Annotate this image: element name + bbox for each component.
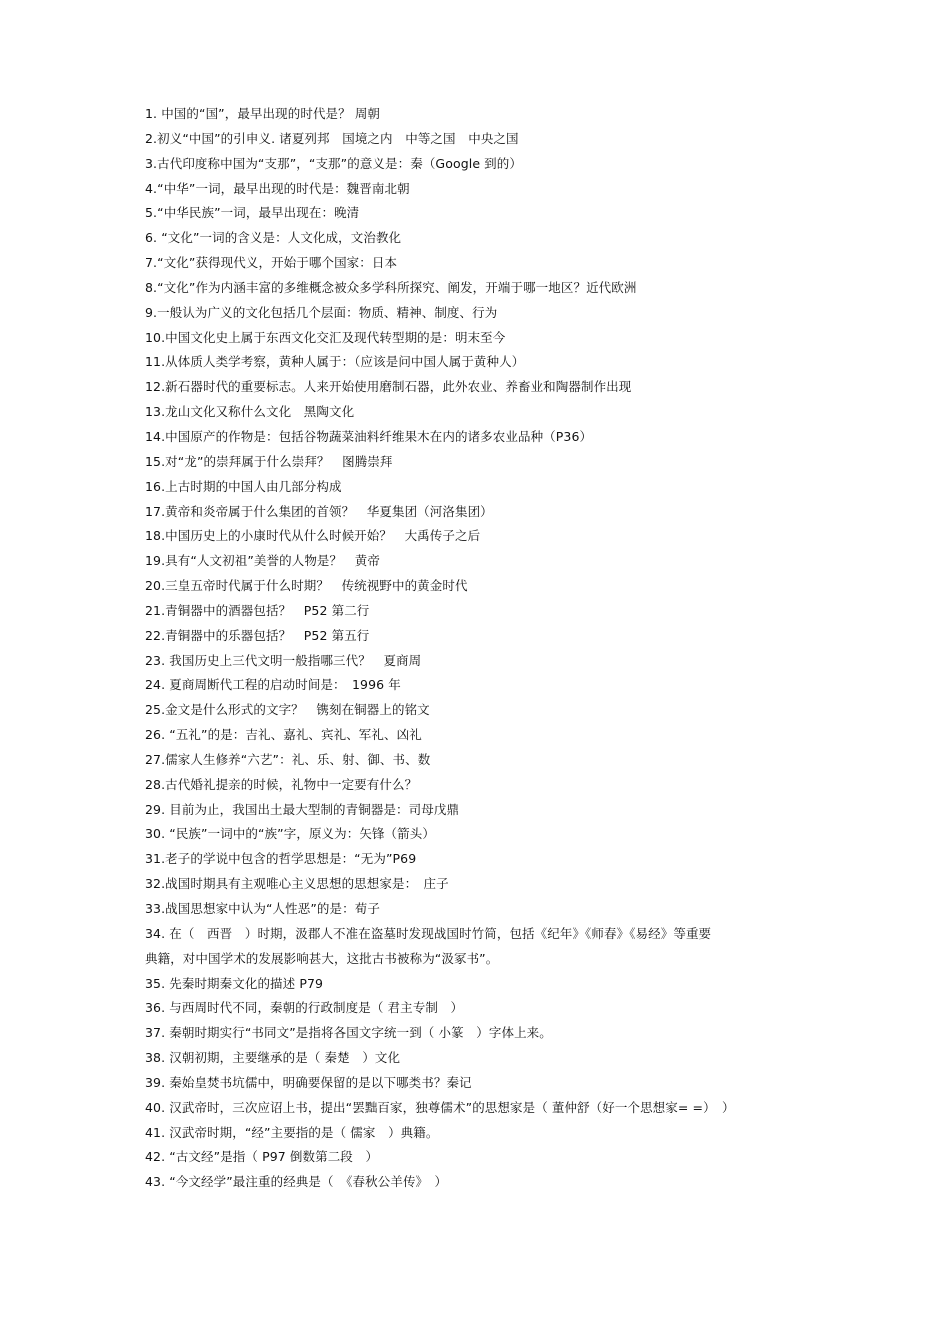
text-line: 15.对“龙”的崇拜属于什么崇拜？ 图腾崇拜 — [145, 453, 393, 469]
text-line: 27.儒家人生修养“六艺”：礼、乐、射、御、书、数 — [145, 751, 431, 767]
text-line: 7.“文化”获得现代义，开始于哪个国家：日本 — [145, 255, 398, 271]
text-line: 6. “文化”一词的含义是：人文化成，文治教化 — [145, 230, 402, 246]
text-line: 35. 先秦时期秦文化的描述 P79 — [145, 975, 324, 991]
text-line: 3.古代印度称中国为“支那”，“支那”的意义是：秦（Google 到的） — [145, 155, 522, 171]
text-line: 11.从体质人类学考察，黄种人属于：（应该是问中国人属于黄种人） — [145, 354, 525, 370]
text-line: 31.老子的学说中包含的哲学思想是：“无为”P69 — [145, 851, 417, 867]
text-line: 29. 目前为止，我国出土最大型制的青铜器是：司母戊鼎 — [145, 801, 460, 817]
text-line: 13.龙山文化又称什么文化 黑陶文化 — [145, 404, 355, 420]
text-line: 30. “民族”一词中的“族”字，原义为：矢锋（箭头） — [145, 826, 435, 842]
text-line: 8.“文化”作为内涵丰富的多维概念被众多学科所探究、阐发，开端于哪一地区？近代欧洲 — [145, 279, 637, 295]
text-line: 16.上古时期的中国人由几部分构成 — [145, 478, 342, 494]
text-line: 36. 与西周时代不同，秦朝的行政制度是（ 君主专制 ） — [145, 1000, 464, 1016]
text-line: 38. 汉朝初期，主要继承的是（ 秦楚 ）文化 — [145, 1050, 401, 1066]
text-line: 9.一般认为广义的文化包括几个层面：物质、精神、制度、行为 — [145, 304, 498, 320]
text-line: 28.古代婚礼提亲的时候，礼物中一定要有什么？ — [145, 776, 418, 792]
text-line: 43. “今文经学”最注重的经典是（ 《春秋公羊传》 ） — [145, 1174, 448, 1190]
text-line: 典籍，对中国学术的发展影响甚大，这批古书被称为“汲冢书”。 — [145, 950, 499, 966]
text-line: 21.青铜器中的酒器包括？ P52 第二行 — [145, 602, 370, 618]
text-line: 2.初义“中国”的引申义. 诸夏列邦 国境之内 中等之国 中央之国 — [145, 130, 519, 146]
text-line: 4.“中华”一词，最早出现的时代是：魏晋南北朝 — [145, 180, 410, 196]
text-line: 41. 汉武帝时期，“经”主要指的是（ 儒家 ）典籍。 — [145, 1124, 439, 1140]
text-line: 23. 我国历史上三代文明一般指哪三代？ 夏商周 — [145, 652, 422, 668]
document-body — [145, 102, 825, 1195]
text-line: 1. 中国的“国”，最早出现的时代是？ 周朝 — [145, 106, 381, 121]
text-line: 34. 在（ 西晋 ）时期，汲郡人不准在盗墓时发现战国时竹简，包括《纪年》《师春》《易经》等重要 — [145, 925, 712, 941]
text-line: 5.“中华民族”一词，最早出现在：晚清 — [145, 205, 360, 221]
text-line: 40. 汉武帝时，三次应诏上书，提出“罢黜百家，独尊儒术”的思想家是（ 董仲舒（好一个思想家= =） ） — [145, 1099, 735, 1115]
text-line: 12.新石器时代的重要标志。人来开始使用磨制石器，此外农业、养畜业和陶器制作出现 — [145, 379, 632, 395]
text-line: 25.金文是什么形式的文字？ 镌刻在铜器上的铭文 — [145, 702, 430, 718]
text-line: 17.黄帝和炎帝属于什么集团的首领？ 华夏集团（河洛集团） — [145, 503, 493, 519]
text-line: 22.青铜器中的乐器包括？ P52 第五行 — [145, 627, 370, 643]
text-line: 33.战国思想家中认为“人性恶”的是：荀子 — [145, 901, 380, 916]
text-line: 20.三皇五帝时代属于什么时期？ 传统视野中的黄金时代 — [145, 578, 468, 594]
text-line: 18.中国历史上的小康时代从什么时候开始？ 大禹传子之后 — [145, 528, 481, 544]
text-line: 26. “五礼”的是：吉礼、嘉礼、宾礼、军礼、凶礼 — [145, 727, 422, 743]
text-line: 24. 夏商周断代工程的启动时间是： 1996 年 — [145, 677, 401, 693]
text-line: 32.战国时期具有主观唯心主义思想的思想家是： 庄子 — [145, 876, 449, 892]
text-line: 14.中国原产的作物是：包括谷物蔬菜油料纤维果木在内的诸多农业品种（P36） — [145, 428, 593, 444]
text-line: 10.中国文化史上属于东西文化交汇及现代转型期的是：明末至今 — [145, 329, 506, 345]
text-line: 37. 秦朝时期实行“书同文”是指将各国文字统一到（ 小篆 ）字体上来。 — [145, 1025, 552, 1041]
text-line: 39. 秦始皇焚书坑儒中，明确要保留的是以下哪类书？秦记 — [145, 1074, 472, 1090]
text-line: 19.具有“人文初祖”美誉的人物是？ 黄帝 — [145, 553, 380, 569]
text-line: 42. “古文经”是指（ P97 倒数第二段 ） — [145, 1149, 379, 1165]
